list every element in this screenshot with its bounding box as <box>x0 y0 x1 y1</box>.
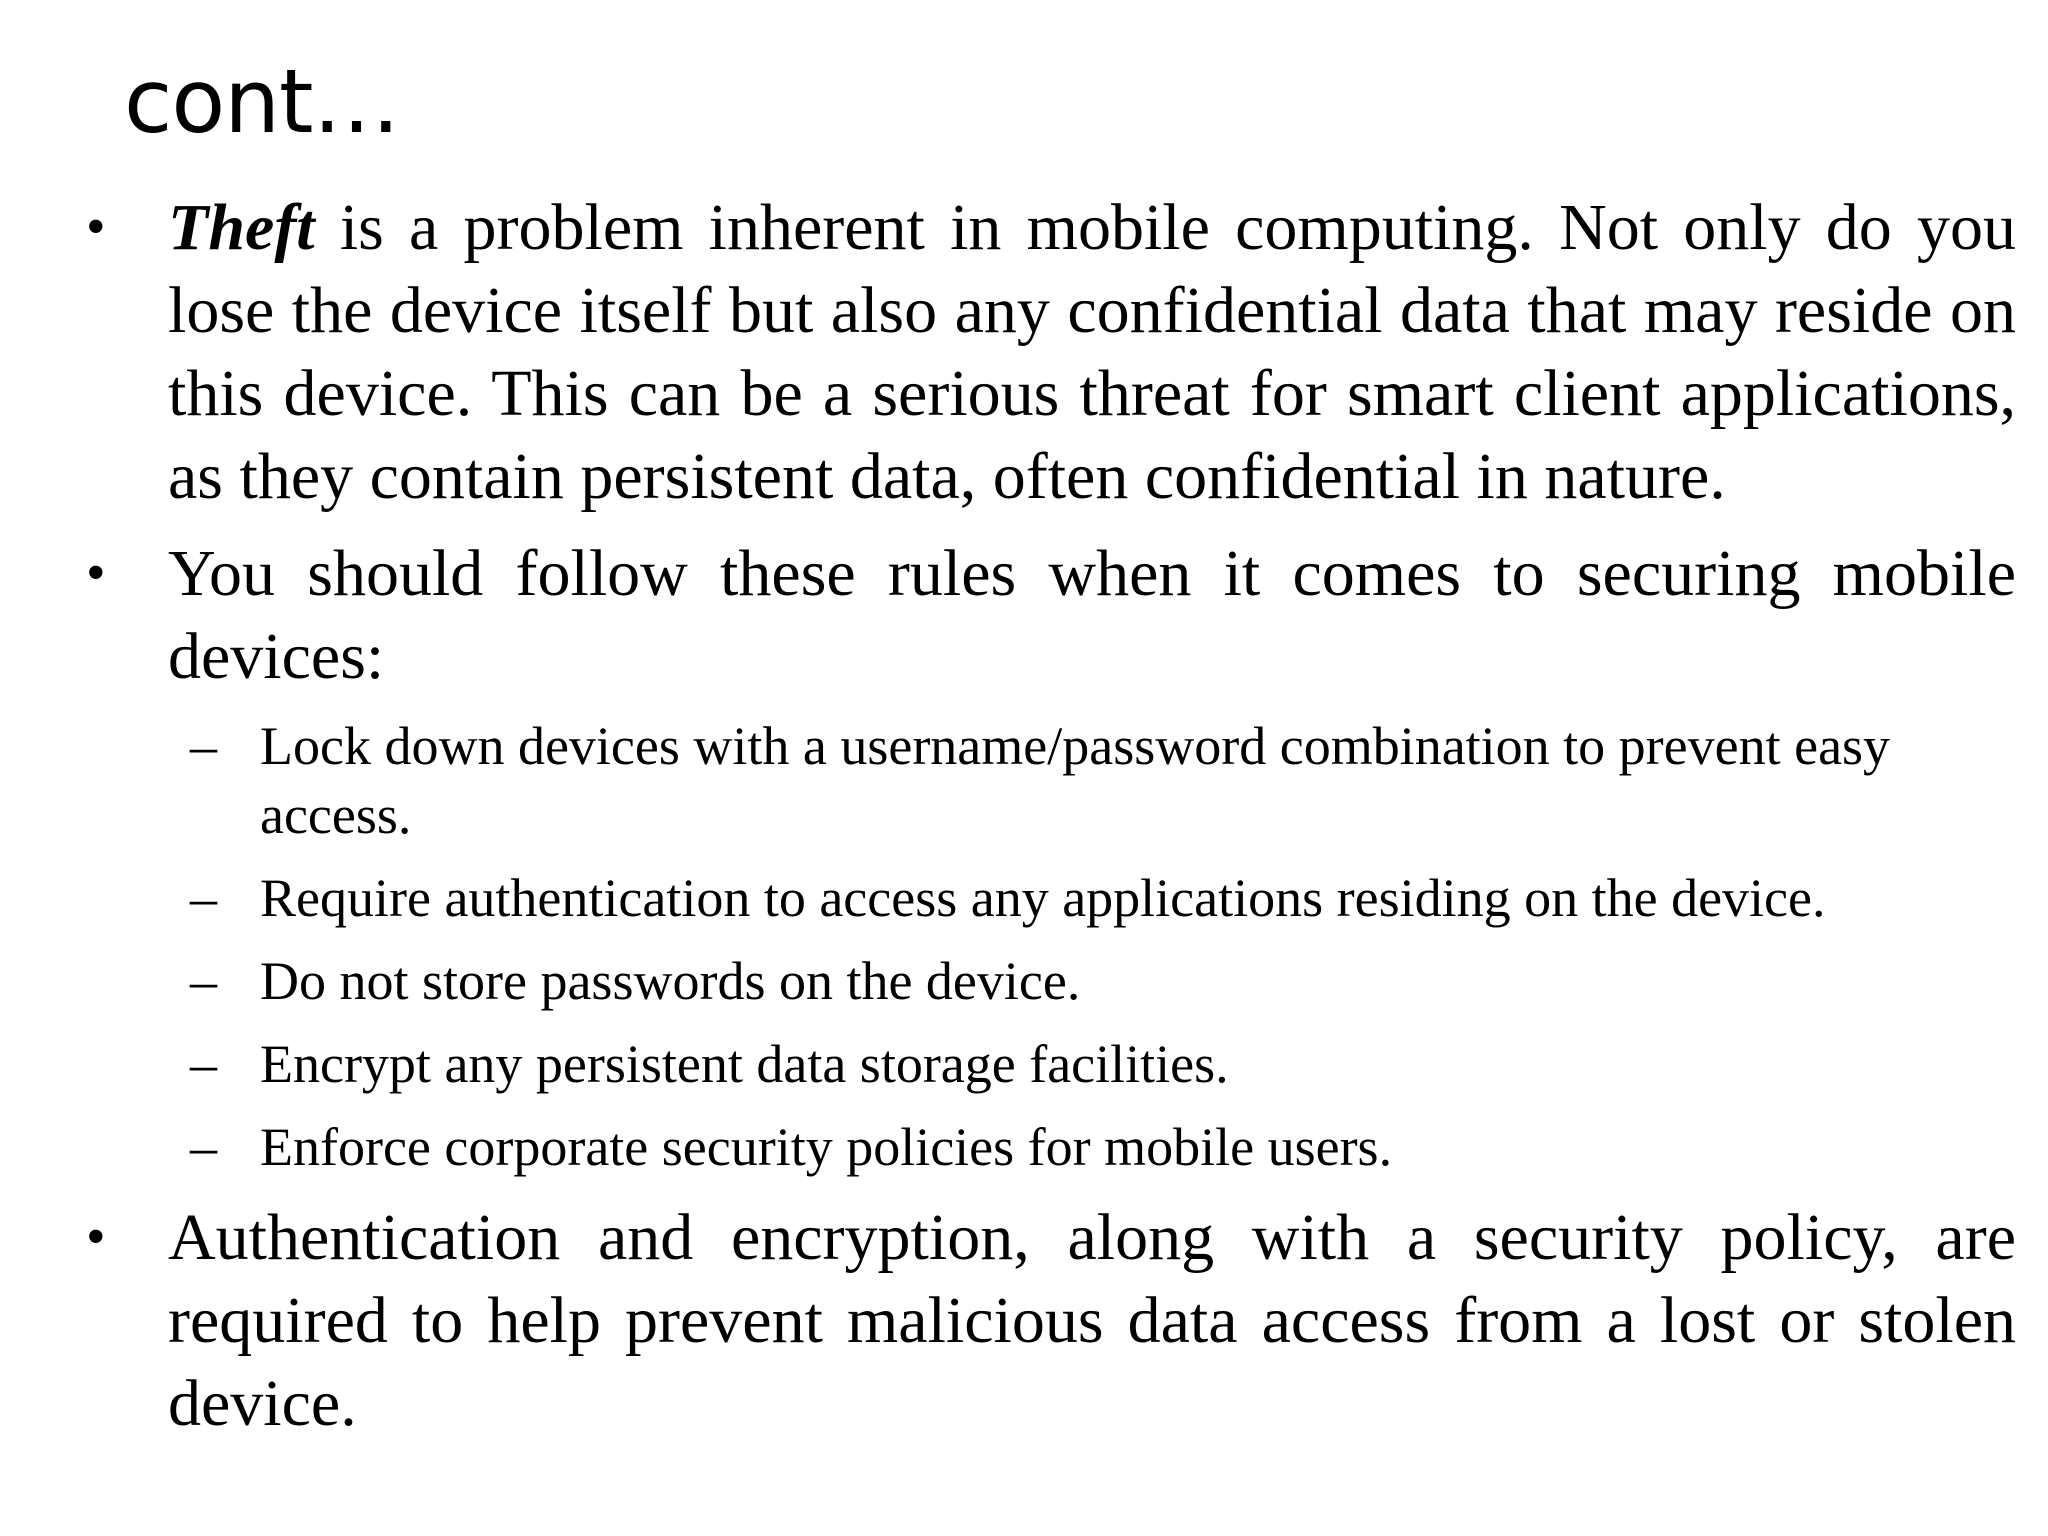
dash-icon: – <box>190 1117 217 1177</box>
sub-item-text: Enforce corporate security policies for mobile users. <box>260 1117 1393 1177</box>
sub-item-text: Do not store passwords on the device. <box>260 951 1081 1011</box>
bullet-text: Authentication and encryption, along with a security policy, are required to help prevent malicious data access from a lost or stolen device. <box>168 1201 2016 1440</box>
sub-item <box>86 864 2016 933</box>
rules-sublist <box>86 712 2016 1182</box>
sub-item <box>86 1030 2016 1099</box>
dash-icon: – <box>190 868 217 928</box>
sub-item-text: Lock down devices with a username/password combination to prevent easy access. <box>260 716 1891 845</box>
bullet-item-rules <box>86 532 2016 698</box>
sub-item-text: Encrypt any persistent data storage facilities. <box>260 1034 1229 1094</box>
dash-icon: – <box>190 951 217 1011</box>
bullet-icon: • <box>86 542 106 604</box>
sub-item-text: Require authentication to access any applications residing on the device. <box>260 868 1826 928</box>
bullet-text: You should follow these rules when it comes to securing mobile devices: <box>168 537 2016 693</box>
bullet-body: is a problem inherent in mobile computing. Not only do you lose the device itself but also any confidential data that may reside on this device. This can be a serious threat for smart client applications, as they contain persistent data, often confidential in nature. <box>168 191 2016 513</box>
bullet-text <box>168 186 2016 518</box>
sub-item <box>86 947 2016 1016</box>
slide-content <box>86 186 2016 1459</box>
emphasis-term: Theft <box>168 191 315 264</box>
dash-icon: – <box>190 716 217 776</box>
bullet-item-theft <box>86 186 2016 518</box>
sub-item <box>86 1113 2016 1182</box>
bullet-item-authentication <box>86 1196 2016 1445</box>
dash-icon: – <box>190 1034 217 1094</box>
bullet-icon: • <box>86 1206 106 1268</box>
slide-title: cont… <box>124 50 400 153</box>
bullet-icon: • <box>86 196 106 258</box>
sub-item <box>86 712 2016 850</box>
